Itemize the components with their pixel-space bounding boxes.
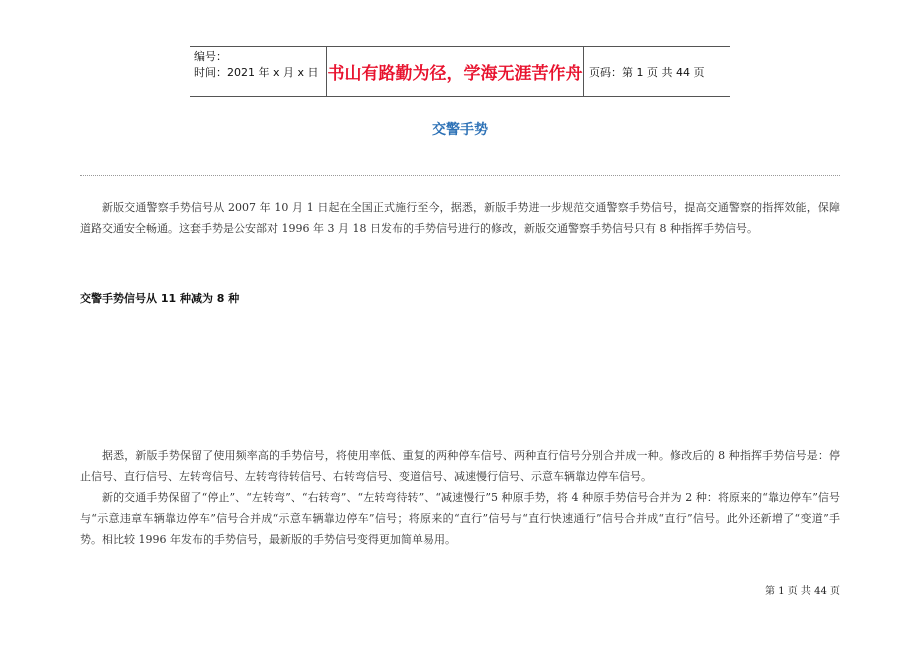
date-label: 时间：2021 年 x 月 x 日	[194, 66, 319, 79]
page-label: 页码：第 1 页 共 44 页	[589, 65, 705, 79]
serial-label: 编号：	[194, 50, 227, 63]
paragraph-intro: 新版交通警察手势信号从 2007 年 10 月 1 日起在全国正式施行至今，据悉，新版手势进一步规范交通警察手势信号，提高交通警察的指挥效能，保障道路交通安全畅通。这套手势是公安部对 1996 年 3 月 18 日发布的手势信号进行的修改，新版交通警察手势信号只有 8 种指挥手势信号。	[80, 201, 840, 235]
section-heading: 交警手势信号从 11 种减为 8 种	[80, 292, 240, 305]
page-title: 交警手势	[432, 122, 488, 138]
header-meta-cell	[190, 47, 327, 96]
page-footer: 第 1 页 共 44 页	[765, 586, 840, 597]
header-table	[190, 46, 730, 97]
motto: 书山有路勤为径，学海无涯苦作舟	[327, 47, 584, 96]
dotted-divider	[80, 175, 840, 176]
paragraph-changes: 新的交通手势保留了“停止”、“左转弯”、“右转弯”、“左转弯待转”、“减速慢行”5 种原手势，将 4 种原手势信号合并为 2 种：将原来的“靠边停车”信号与“示意违章车辆靠边停车”信号合并成“示意车辆靠边停车”信号；将原来的“直行”信号与“直行快速通行”信号合并成“直行”信号。此外还新增了“变道”手势。相比较 1996 年发布的手势信号，最新版的手势信号变得更加简单易用。	[80, 491, 840, 546]
paragraph-details: 据悉，新版手势保留了使用频率高的手势信号，将使用率低、重复的两种停车信号、两种直行信号分别合并成一种。修改后的 8 种指挥手势信号是：停止信号、直行信号、左转弯信号、左转弯待转信号、右转弯信号、变道信号、减速慢行信号、示意车辆靠边停车信号。	[80, 449, 840, 483]
